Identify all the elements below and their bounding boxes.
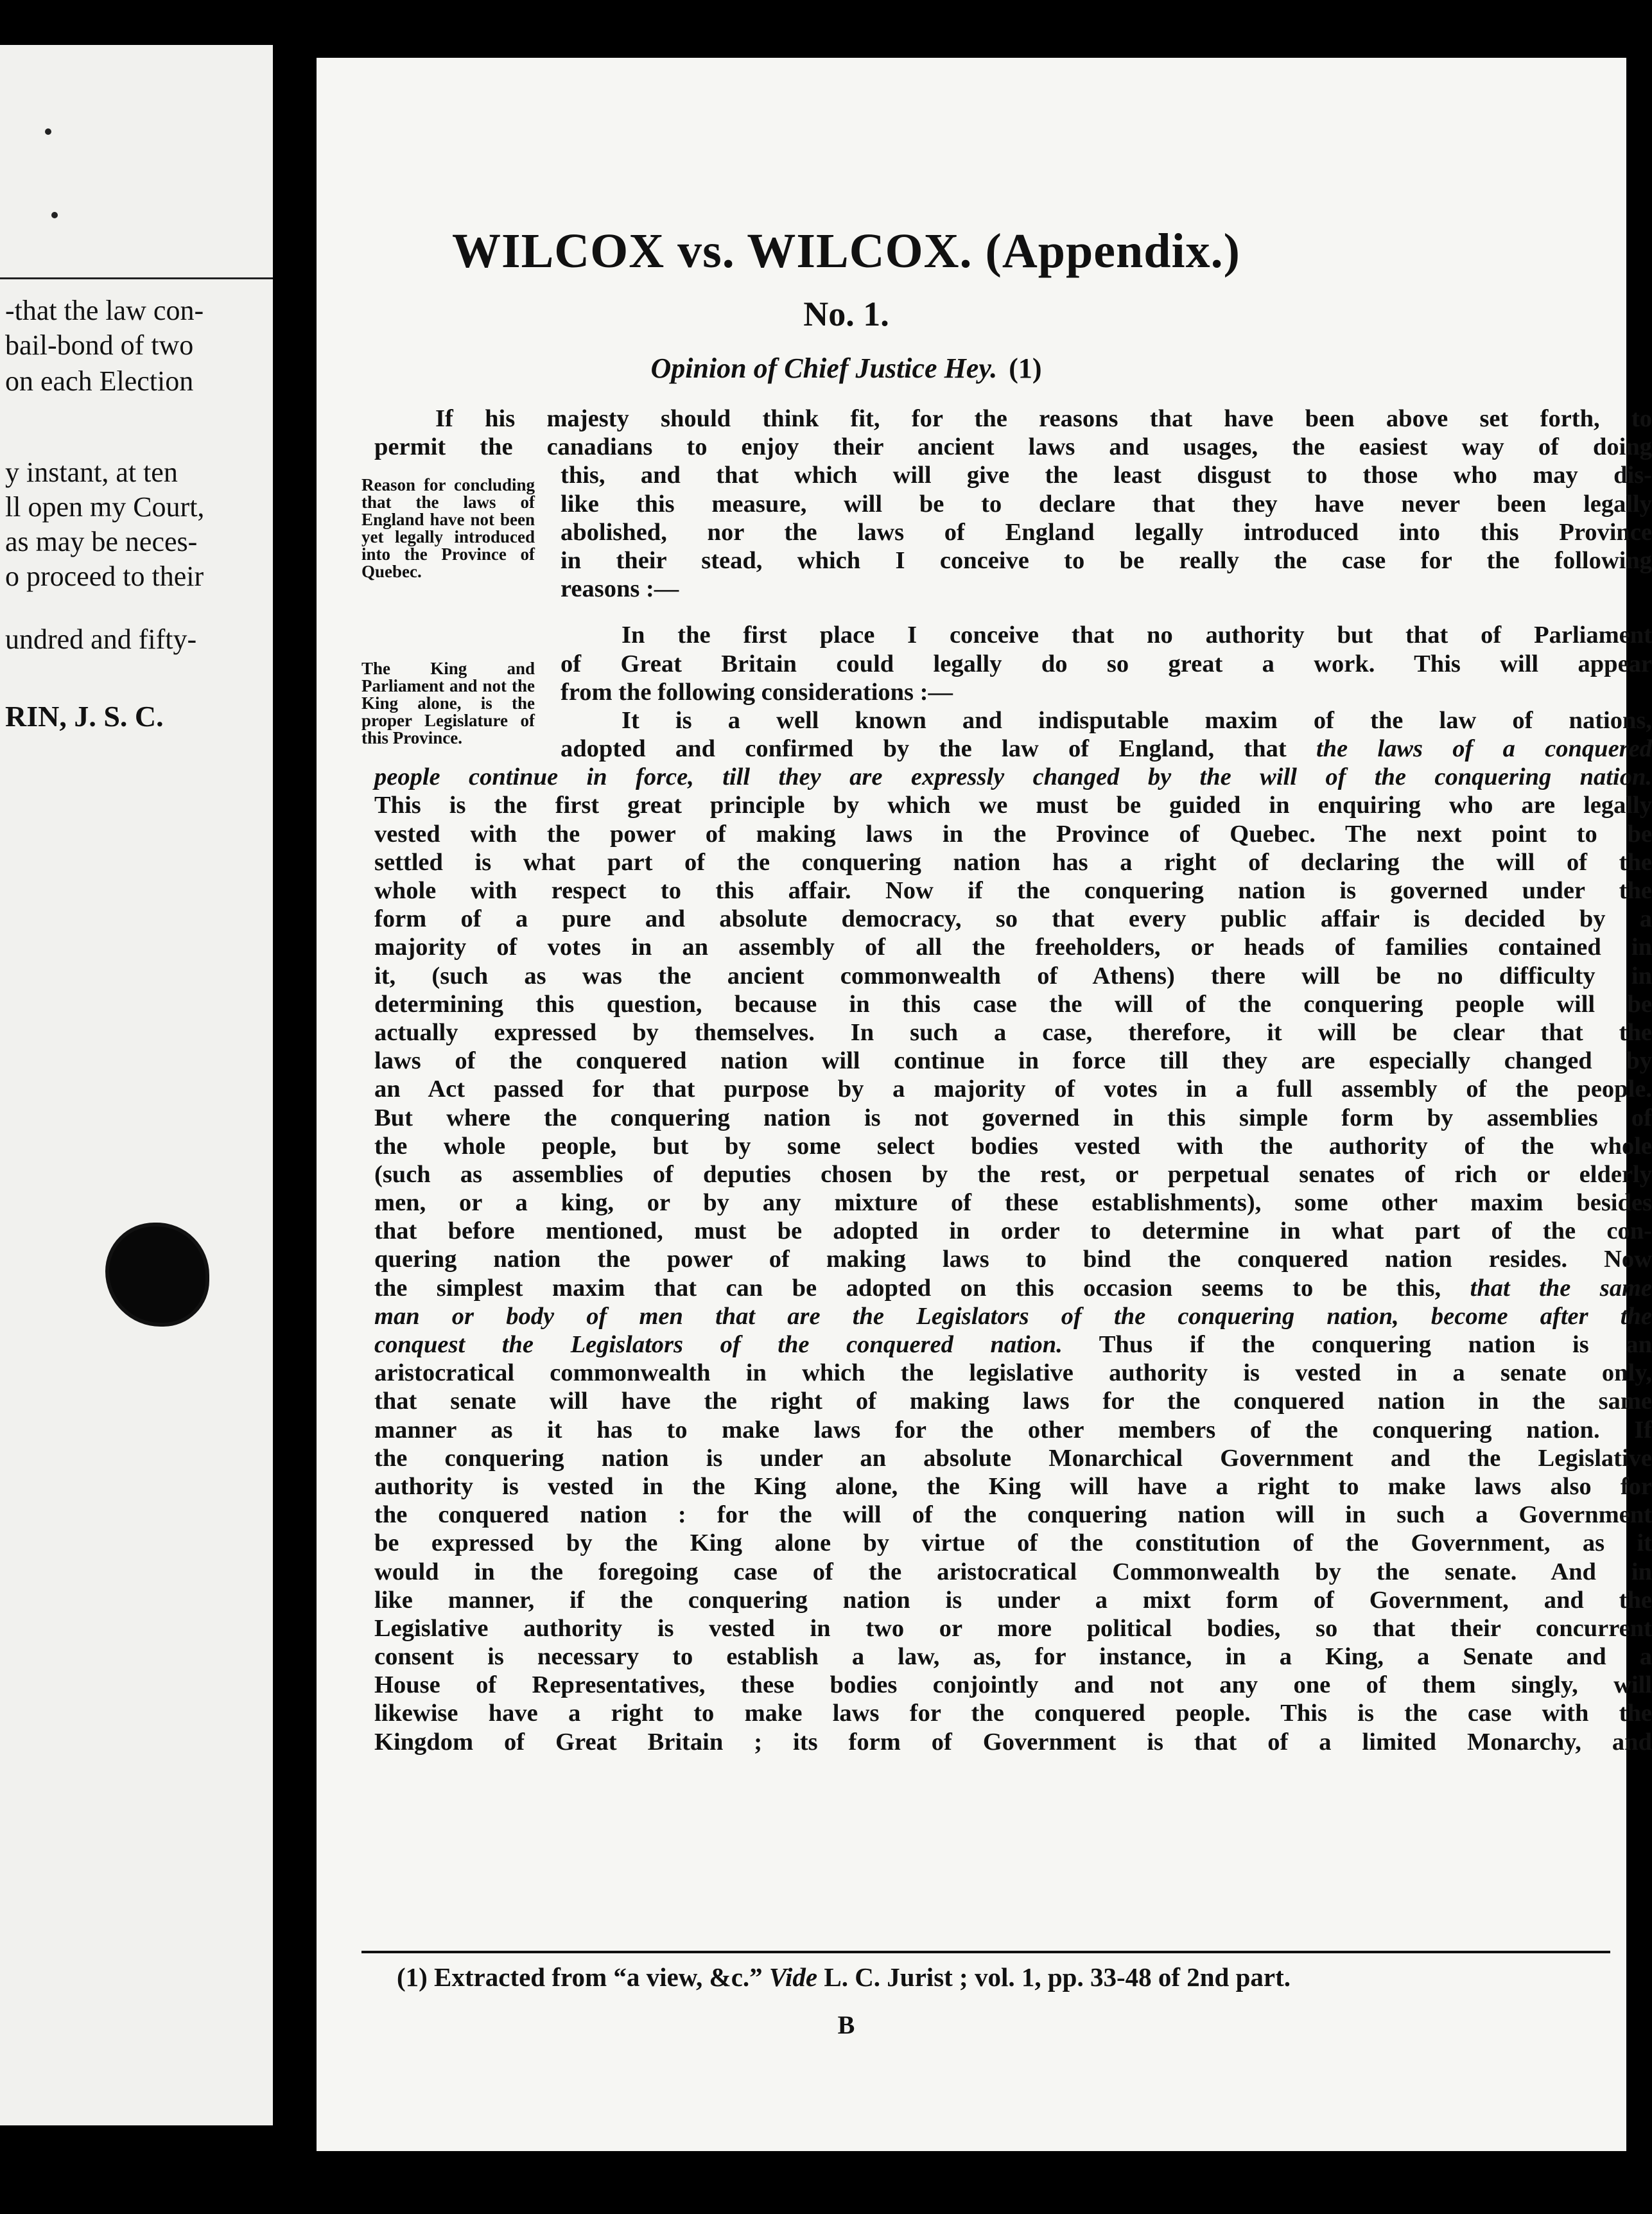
- text-line: that senate will have the right of making laws for the conquered nation in the same: [374, 1388, 1652, 1415]
- footnote: [397, 1962, 1291, 1992]
- text-line: in their stead, which I conceive to be really the case for the following: [561, 546, 1652, 574]
- text-line: abolished, nor the laws of England legally introduced into this Province: [561, 518, 1652, 546]
- text-line: the whole people, but by some select bodies vested with the authority of the whole: [374, 1132, 1652, 1160]
- left-text-line: bail-bond of two: [5, 329, 194, 361]
- left-signature: RIN, J. S. C.: [5, 700, 164, 733]
- subtitle-text: Opinion of Chief Justice Hey.: [650, 353, 998, 384]
- text-line: like manner, if the conquering nation is under a mixt form of Government, and the: [374, 1586, 1652, 1614]
- printer-signature-mark: B: [837, 2010, 855, 2039]
- text-line: vested with the power of making laws in the Province of Quebec. The next point to be: [374, 820, 1652, 848]
- text-line: the conquered nation : for the will of the conquering nation will in such a Government: [374, 1501, 1652, 1529]
- text-line: (such as assemblies of deputies chosen by the rest, or perpetual senates of rich or elderly: [374, 1160, 1652, 1188]
- text-line: form of a pure and absolute democracy, so that every public affair is decided by a: [374, 905, 1652, 933]
- text-line: an Act passed for that purpose by a majority of votes in a full assembly of the people.: [374, 1076, 1652, 1103]
- text-line: would in the foregoing case of the aristocratical Commonwealth by the senate. And in: [374, 1558, 1652, 1585]
- text-line: be expressed by the King alone by virtue of the constitution of the Government, as it: [374, 1530, 1652, 1557]
- footnote-reference: (1): [1009, 353, 1042, 384]
- footnote-vide: Vide: [769, 1962, 818, 1992]
- ink-blot: [109, 1226, 205, 1323]
- page-title: WILCOX vs. WILCOX. (Appendix.): [452, 224, 1240, 278]
- text-line: like this measure, will be to declare that they have never been legally: [561, 490, 1652, 518]
- text-line: [374, 1274, 1652, 1302]
- text-line: [374, 1330, 1652, 1359]
- appendix-page: [317, 58, 1652, 2151]
- text-line: determining this question, because in this case the will of the conquering people will be: [374, 990, 1652, 1018]
- section-number: No. 1.: [803, 295, 889, 333]
- left-text-line: undred and fifty-: [5, 623, 197, 655]
- text-line: the conquering nation is under an absolute Monarchical Government and the Legislative: [374, 1444, 1652, 1472]
- text-line: this, and that which will give the least disgust to those who may dis-: [561, 462, 1652, 489]
- text-line: Kingdom of Great Britain ; its form of Government is that of a limited Monarchy, and: [374, 1728, 1652, 1756]
- text-line: If his majesty should think fit, for the reasons that have been above set forth, to: [435, 405, 1652, 432]
- left-text-line: y instant, at ten: [5, 457, 178, 488]
- text-line: actually expressed by themselves. In such a case, therefore, it will be clear that the: [374, 1018, 1652, 1046]
- text-line: Legislative authority is vested in two or more political bodies, so that their concurrent: [374, 1614, 1652, 1642]
- text-line: authority is vested in the King alone, the King will have a right to make laws also for: [374, 1472, 1652, 1500]
- text-line: whole with respect to this affair. Now if the conquering nation is governed under the: [374, 877, 1652, 904]
- italic-span: that the same: [1470, 1274, 1652, 1302]
- text-line: This is the first great principle by which we must be guided in enquiring who are legally: [374, 792, 1652, 819]
- previous-page-fragment: [0, 45, 273, 2125]
- text-span: Thus if the conquering nation is an: [1062, 1331, 1652, 1358]
- left-text-line: on each Election: [5, 365, 194, 397]
- text-line: quering nation the power of making laws to bind the conquered nation resides. Now: [374, 1246, 1652, 1273]
- text-line: from the following considerations :—: [561, 678, 953, 706]
- text-line: that before mentioned, must be adopted in order to determine in what part of the con-: [374, 1217, 1652, 1245]
- ink-speck: [51, 212, 58, 218]
- text-line: [561, 735, 1652, 763]
- footnote-citation: L. C. Jurist ; vol. 1, pp. 33-48 of 2nd part.: [817, 1962, 1291, 1992]
- text-line: laws of the conquered nation will continue in force till they are especially changed by: [374, 1047, 1652, 1075]
- text-line: It is a well known and indisputable maxim of the law of nations,: [622, 706, 1652, 734]
- text-line: In the first place I conceive that no authority but that of Parliament: [622, 622, 1652, 649]
- text-line: of Great Britain could legally do so great a work. This will appear: [561, 650, 1652, 677]
- text-line: aristocratical commonwealth in which the legislative authority is vested in a senate only,: [374, 1359, 1652, 1387]
- ink-speck: [45, 128, 51, 135]
- text-span: adopted and confirmed by the law of England, that: [561, 735, 1316, 763]
- text-span: the simplest maxim that can be adopted on this occasion seems to be this,: [374, 1274, 1470, 1302]
- footnote-rule: [361, 1951, 1610, 1953]
- text-line: people continue in force, till they are expressly changed by the will of the conquering nation.: [374, 763, 1652, 791]
- text-line: reasons :—: [561, 575, 679, 603]
- body-text: [374, 405, 1652, 1756]
- left-text-line: ll open my Court,: [5, 491, 205, 523]
- section-subtitle: [317, 352, 1376, 385]
- text-line: it, (such as was the ancient commonwealth of Athens) there will be no difficulty in: [374, 962, 1652, 989]
- text-line: settled is what part of the conquering nation has a right of declaring the will of the: [374, 848, 1652, 876]
- text-line: But where the conquering nation is not governed in this simple form by assemblies of: [374, 1104, 1652, 1131]
- side-note-reason: Reason for concluding that the laws of England have not been yet legally introduced into the Province of Quebec.: [361, 475, 535, 581]
- italic-span: conquest the Legislators of the conquered nation.: [374, 1331, 1063, 1358]
- text-line: majority of votes in an assembly of all the freeholders, or heads of families contained in: [374, 934, 1652, 961]
- text-line: man or body of men that are the Legislators of the conquering nation, become after the: [374, 1302, 1652, 1330]
- left-text-line: o proceed to their: [5, 561, 204, 592]
- text-line: permit the canadians to enjoy their ancient laws and usages, the easiest way of doing: [374, 433, 1652, 461]
- text-line: men, or a king, or by any mixture of these establishments), some other maxim besides: [374, 1189, 1652, 1217]
- left-text-line: -that the law con-: [5, 295, 204, 326]
- text-line: likewise have a right to make laws for the conquered people. This is the case with the: [374, 1700, 1652, 1727]
- italic-span: the laws of a conquered: [1316, 735, 1652, 763]
- text-line: consent is necessary to establish a law, as, for instance, in a King, a Senate and a: [374, 1643, 1652, 1671]
- left-text-line: as may be neces-: [5, 526, 198, 557]
- footnote-text: (1) Extracted from “a view, &c.”: [397, 1962, 769, 1992]
- text-line: manner as it has to make laws for the other members of the conquering nation. If: [374, 1416, 1652, 1443]
- side-note-legislature: The King and Parliament and not the King alone, is the proper Legislature of this Province.: [361, 659, 535, 747]
- text-line: House of Representatives, these bodies conjointly and not any one of them singly, will: [374, 1671, 1652, 1699]
- section-rule: [0, 277, 273, 279]
